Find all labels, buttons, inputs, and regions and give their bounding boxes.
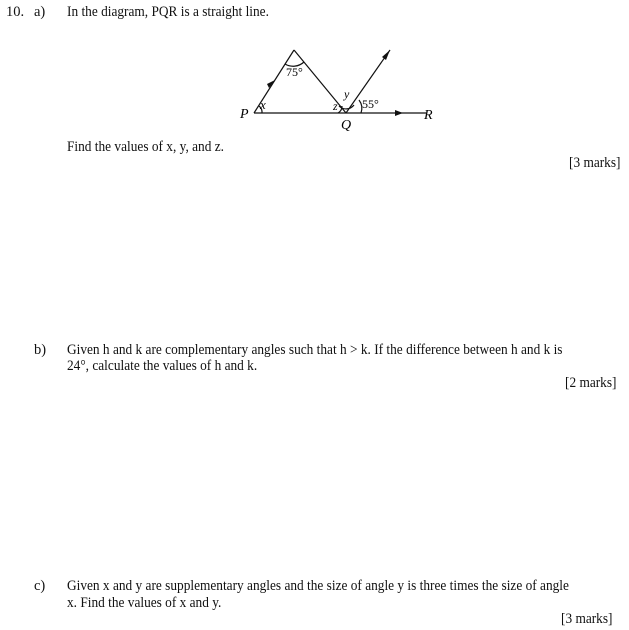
arrowhead-line xyxy=(395,110,403,116)
label-z: z xyxy=(333,99,338,113)
part-a-marks: [3 marks] xyxy=(569,155,621,171)
label-p: P xyxy=(240,107,249,122)
part-a-find: Find the values of x, y, and z. xyxy=(67,139,224,155)
arrowhead-ray xyxy=(382,50,390,60)
angle-diagram xyxy=(0,0,629,160)
part-c-line1: Given x and y are supplementary angles and the size of angle y is three times the size of angle xyxy=(67,578,569,594)
label-55: 55° xyxy=(362,97,379,111)
part-c-marks: [3 marks] xyxy=(561,611,613,627)
part-a-intro-text: In the diagram, PQR is a straight line. xyxy=(67,4,269,20)
question-number: 10. xyxy=(6,4,25,20)
part-b-line1: Given h and k are complementary angles such that h > k. If the difference between h and k is xyxy=(67,342,563,358)
part-b-label: b) xyxy=(34,342,47,358)
part-c-label: c) xyxy=(34,578,46,594)
part-b-line2: 24°, calculate the values of h and k. xyxy=(67,358,258,374)
label-y: y xyxy=(344,87,350,101)
label-q: Q xyxy=(341,118,352,133)
line-apex-q xyxy=(294,50,346,113)
label-75: 75° xyxy=(286,65,303,79)
part-c-line2: x. Find the values of x and y. xyxy=(67,595,222,611)
label-r: R xyxy=(424,108,433,123)
part-b-marks: [2 marks] xyxy=(565,375,617,391)
label-x: x xyxy=(260,97,266,112)
part-a-label: a) xyxy=(34,4,46,20)
